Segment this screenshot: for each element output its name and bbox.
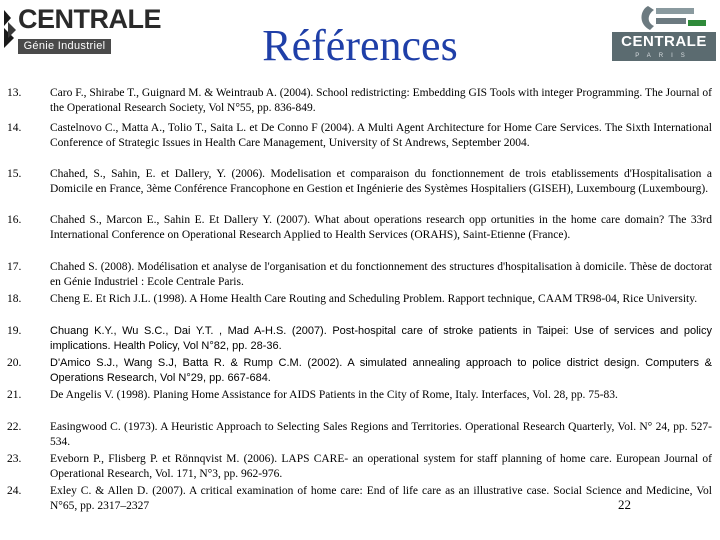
reference-item [0, 356, 720, 388]
reference-item [0, 121, 720, 167]
page-title: Références [262, 21, 458, 70]
logo-right-subtitle: PARIS [612, 52, 716, 61]
logo-left-word: CENTRALE [18, 4, 161, 34]
reference-item [0, 167, 720, 213]
reference-item [0, 260, 720, 292]
reference-text: Caro F., Shirabe T., Guignard M. & Weintraub A. (2004). School redistricting: Embedding GIS Tools with integer Programming. The Journal of the Operational Research Society, Vol N°55, pp. 836-849. [50, 87, 712, 114]
reference-text: Eveborn P., Flisberg P. et Rönnqvist M. (2006). LAPS CARE- an operational system for staff planning of home care. European Journal of Operational Research, Vol. 171, N°3, pp. 962-976. [50, 453, 712, 480]
reference-text: D'Amico S.J., Wang S.J, Batta R. & Rump C.M. (2002). A simulated annealing approach to police district design. Computers & Operations Research, Vol N°29, pp. 667-684. [50, 357, 712, 384]
reference-text: Chahed, S., Sahin, E. et Dallery, Y. (2006). Modelisation et comparaison du fonctionnement de trois etablissements d'Hospitalisation a Domicile en France, 3ème Conférence Francophone en Gestion et Ingénierie des Systèmes Hospitaliers (GISEH), Luxembourg (Luxembourg). [50, 168, 712, 195]
reference-text: Exley C. & Allen D. (2007). A critical examination of home care: End of life care as an illustrative case. Social Science and Medicine, Vol N°65, pp. 2317–2327 [50, 485, 712, 512]
reference-text: De Angelis V. (1998). Planing Home Assistance for AIDS Patients in the City of Rome, Italy. Interfaces, Vol. 28, pp. 75-83. [50, 389, 618, 401]
reference-item [0, 420, 720, 452]
logo-left-subtitle: Génie Industriel [18, 39, 111, 54]
reference-number: 16. [7, 214, 22, 226]
logo-right-word: CENTRALE [612, 32, 716, 52]
reference-number: 14. [7, 122, 22, 134]
centrale-paris-logo [610, 2, 718, 64]
reference-number: 15. [7, 168, 22, 180]
reference-item [0, 388, 720, 420]
reference-text: Cheng E. Et Rich J.L. (1998). A Home Health Care Routing and Scheduling Problem. Rapport technique, CAAM TR98-04, Rice University. [50, 293, 698, 305]
reference-item [0, 292, 720, 324]
references-list [0, 86, 720, 516]
reference-item [0, 452, 720, 484]
reference-number: 18. [7, 293, 22, 305]
reference-number: 23. [7, 453, 22, 465]
reference-number: 19. [7, 325, 22, 337]
reference-item [0, 86, 720, 121]
reference-number: 22. [7, 421, 22, 433]
reference-number: 24. [7, 485, 22, 497]
reference-number: 21. [7, 389, 22, 401]
reference-text: Chahed S., Marcon E., Sahin E. Et Dallery Y. (2007). What about operations research opp ortunities in the home care domain? The 33rd International Conference on Operational Research Applied to Health Services (ORAHS), Saint-Etienne (France). [50, 214, 712, 241]
reference-number: 17. [7, 261, 22, 273]
reference-item [0, 324, 720, 356]
reference-text: Easingwood C. (1973). A Heuristic Approach to Selecting Sales Regions and Territories. Operational Research Quarterly, Vol. N° 24, pp. 527-534. [50, 421, 712, 448]
reference-text: Castelnovo C., Matta A., Tolio T., Saita L. et De Conno F (2004). A Multi Agent Architecture for Home Care Services. The Sixth International Conference of Strategic Issues in Health Care Management, University of St Andrews, September 2004. [50, 122, 712, 149]
reference-item [0, 213, 720, 260]
logo-swoosh-icon [610, 2, 718, 34]
reference-text: Chuang K.Y., Wu S.C., Dai Y.T. , Mad A-H.S. (2007). Post-hospital care of stroke patients in Taipei: Use of services and policy implications. Health Policy, Vol N°82, pp. 28-36. [50, 325, 712, 352]
page-number: 22 [618, 497, 631, 512]
reference-text: Chahed S. (2008). Modélisation et analyse de l'organisation et du fonctionnement des structures d'hospitalisation à domicile. Thèse de doctorat en Génie Industriel : Ecole Centrale Paris. [50, 261, 712, 288]
reference-item [0, 484, 720, 516]
reference-number: 13. [7, 87, 22, 99]
reference-number: 20. [7, 357, 22, 369]
